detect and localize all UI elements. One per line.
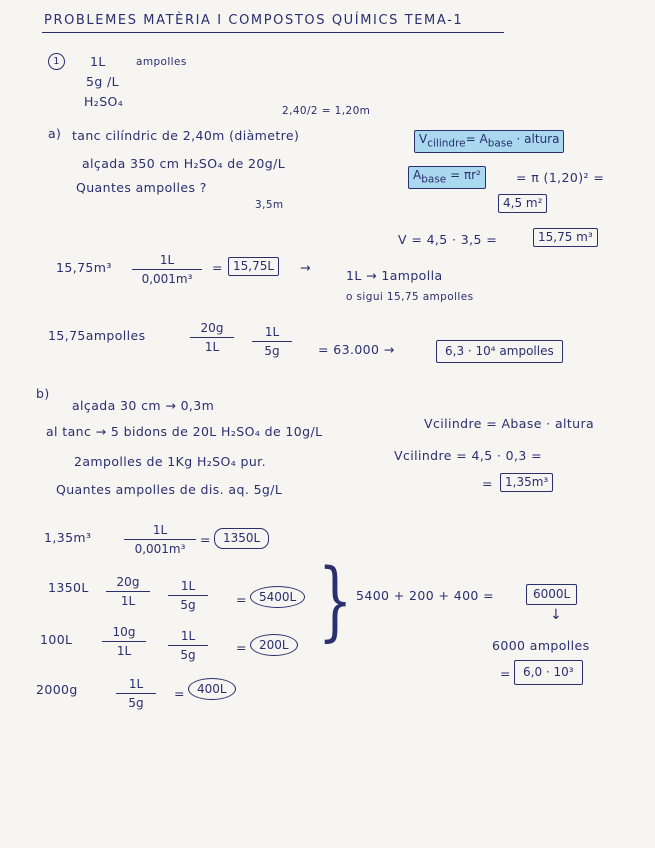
given-compound: H₂SO₄: [84, 94, 124, 109]
sum-result-box: 6000L: [526, 584, 577, 605]
row1-fraction-2: $\frac{1L}{5g}$: [168, 580, 208, 611]
sum-expression: 5400 + 200 + 400 =: [356, 588, 495, 603]
volume-result-box: 15,75 m³: [533, 228, 598, 247]
conv-left: 15,75m³: [56, 260, 112, 275]
row2-result-oval: 200L: [250, 634, 298, 656]
part-b-line-2: al tanc → 5 bidons de 20L H₂SO₄ de 10g/L: [46, 424, 323, 439]
page-title: PROBLEMES MATÈRIA I COMPOSTOS QUÍMICS TEMA-1: [44, 13, 464, 28]
area-formula-tail: = π (1,20)² =: [516, 170, 605, 185]
conv-note-1: 1L → 1ampolla: [346, 268, 443, 283]
conv-note-2: o sigui 15,75 ampolles: [346, 291, 474, 303]
conv-arrow: →: [300, 260, 311, 275]
radius-note: 2,40/2 = 1,20m: [282, 105, 371, 117]
row1-left: 1350L: [48, 580, 89, 595]
part-b-label: b): [36, 386, 50, 401]
row1-fraction-1: $\frac{20g}{1L}$: [106, 576, 150, 607]
part-a-label: a): [48, 126, 62, 141]
row2-left: 100L: [40, 632, 73, 647]
area-result-box: 4,5 m²: [498, 194, 547, 213]
given-bottles: ampolles: [136, 56, 187, 68]
part-b-volume-eq: =: [482, 476, 493, 491]
part-b-formula: Vcilindre = Abase · altura: [424, 416, 595, 431]
height-value: 3,5m: [255, 199, 284, 211]
final-a-left: 15,75ampolles: [48, 328, 146, 343]
final-b-eq: =: [500, 666, 511, 681]
conv-eq: =: [212, 260, 223, 275]
final-a-result-box: 6,3 · 10⁴ ampolles: [436, 340, 563, 363]
final-b-text: 6000 ampolles: [492, 638, 590, 653]
final-a-eq: = 63.000 →: [318, 342, 395, 357]
b-conv-eq: =: [200, 532, 211, 547]
row2-eq: =: [236, 640, 247, 655]
row2-fraction-2: $\frac{1L}{5g}$: [168, 630, 208, 661]
title-underline: [42, 32, 504, 33]
conv-result-box: 15,75L: [228, 257, 279, 276]
down-arrow: ↓: [550, 607, 563, 623]
b-conv-result-box: 1350L: [214, 528, 269, 549]
part-a-line-1: tanc cilíndric de 2,40m (diàmetre): [72, 128, 300, 143]
volume-calc: V = 4,5 · 3,5 =: [398, 232, 498, 247]
given-volume: 1L: [90, 54, 106, 69]
row2-fraction-1: $\frac{10g}{1L}$: [102, 626, 146, 657]
part-b-line-3: 2ampolles de 1Kg H₂SO₄ pur.: [74, 454, 266, 469]
part-b-volume-calc: Vcilindre = 4,5 · 0,3 =: [394, 448, 542, 463]
given-concentration: 5g /L: [86, 74, 120, 89]
final-a-fraction-1: $\frac{20g}{1L}$: [190, 322, 234, 353]
final-b-result-box: 6,0 · 10³: [514, 660, 583, 685]
conv-fraction: $\frac{1L}{\text{0,001m³}}$: [132, 254, 202, 285]
row1-result-oval: 5400L: [250, 586, 305, 608]
part-a-line-3: Quantes ampolles ?: [76, 180, 207, 195]
b-conv-fraction: $\frac{1L}{\text{0,001m³}}$: [124, 524, 196, 555]
grouping-brace: }: [318, 549, 353, 651]
area-formula-box: $A_{base} = \pi r^2$: [408, 166, 486, 189]
part-b-volume-result-box: 1,35m³: [500, 473, 553, 492]
problem-number: 1: [48, 53, 65, 70]
part-b-line-1: alçada 30 cm → 0,3m: [72, 398, 215, 413]
row3-result-oval: 400L: [188, 678, 236, 700]
part-a-line-2: alçada 350 cm H₂SO₄ de 20g/L: [82, 156, 286, 171]
volume-formula-box: $V_{cilindre}= A_{base}$ · altura: [414, 130, 564, 153]
row3-eq: =: [174, 686, 185, 701]
row3-fraction-1: $\frac{1L}{5g}$: [116, 678, 156, 709]
b-conv-left: 1,35m³: [44, 530, 92, 545]
row3-left: 2000g: [36, 682, 78, 697]
row1-eq: =: [236, 592, 247, 607]
final-a-fraction-2: $\frac{1L}{5g}$: [252, 326, 292, 357]
part-b-line-4: Quantes ampolles de dis. aq. 5g/L: [56, 482, 283, 497]
